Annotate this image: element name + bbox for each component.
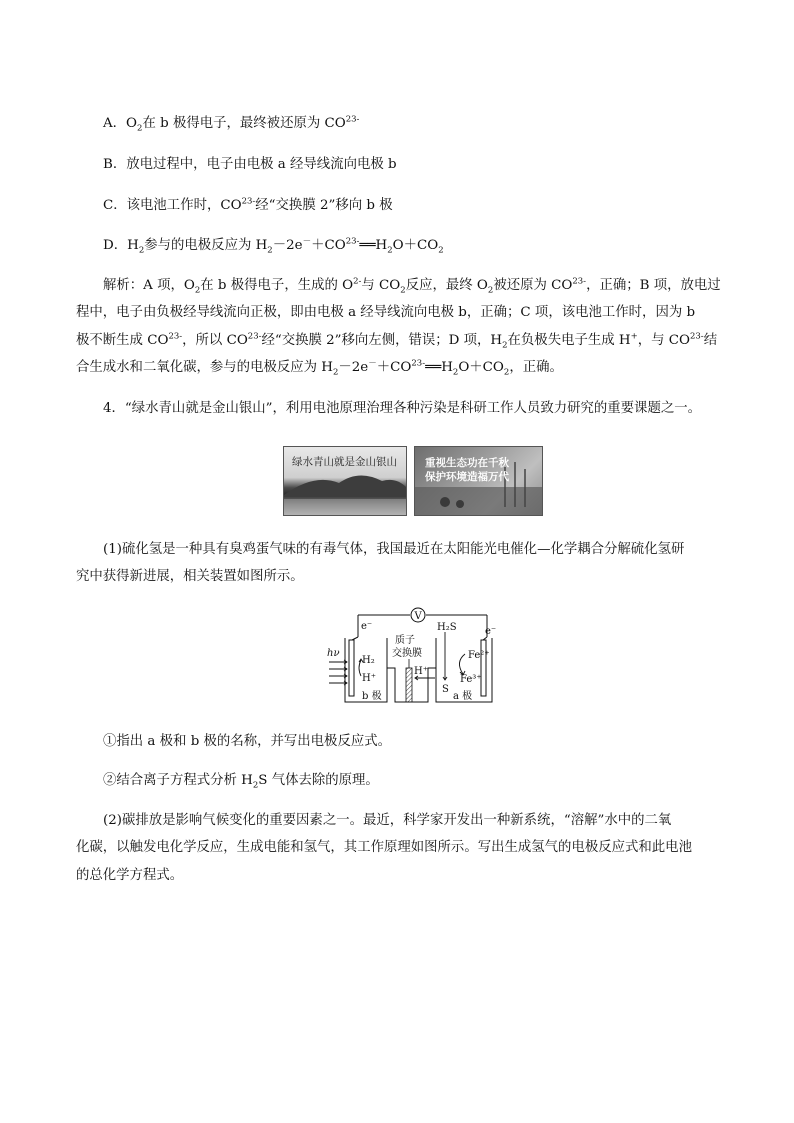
subscript: 2 [267, 245, 273, 256]
option-c-text: C．该电池工作时，CO [103, 198, 242, 213]
subscript: 2 [138, 245, 145, 256]
subscript: 2 [502, 340, 508, 351]
analysis-paragraph [76, 272, 721, 381]
text: 极不断生成 CO [76, 332, 169, 348]
text: ②结合离子方程式分析 H [103, 773, 253, 788]
subscript: 2 [438, 245, 444, 256]
option-d-text: D．H [103, 238, 139, 253]
banner-image-green-mountains [283, 446, 407, 516]
subscript: 2 [332, 367, 339, 378]
option-d-text: ＋CO [311, 238, 346, 253]
option-c [103, 197, 393, 215]
a-electrode [481, 640, 486, 696]
membrane-label-2: 交换膜 [392, 648, 422, 659]
superscript: 23- [241, 196, 256, 207]
superscript: 23- [572, 276, 587, 287]
light-label: hν [327, 648, 340, 659]
subscript: 2 [400, 285, 406, 296]
text: 反应，最终 O [405, 278, 488, 293]
option-a-text: 在 b 极得电子，最终被还原为 CO [142, 116, 346, 131]
option-d-text: －2e [272, 238, 303, 253]
hplus-mid-label: H⁺ [414, 666, 428, 677]
text: 被还原为 CO [493, 278, 573, 293]
option-d [103, 237, 444, 255]
text: －2e [338, 359, 369, 375]
electron-label-left: e⁻ [361, 621, 373, 632]
subscript: 2 [387, 245, 393, 256]
option-b: B．放电过程中，电子由电极 a 经导线流向电极 b [103, 157, 397, 172]
analysis-line-4 [76, 354, 703, 381]
electron-label-right: e⁻ [485, 626, 497, 637]
banner2-line2: 保护环境造福万代 [425, 471, 509, 483]
light-arrows [329, 660, 347, 685]
text: ＋CO [376, 359, 412, 375]
text: O＋CO [458, 359, 504, 375]
subq-2 [103, 772, 379, 790]
subscript: 2 [487, 285, 494, 296]
part2-line-1: (2)碳排放是影响气候变化的重要因素之一。最近，科学家开发出一种新系统，“溶解”水中的二氧 [103, 813, 672, 828]
text: 合生成水和二氧化碳，参与的电极反应为 H [76, 359, 333, 375]
part1-paragraph [76, 536, 723, 591]
q4-stem: 4．“绿水青山就是金山银山”，利用电池原理治理各种污染是科研工作人员致力研究的重要课题之一。 [103, 401, 702, 416]
hplus-left-label: H⁺ [362, 673, 376, 684]
superscript: 23- [411, 358, 426, 369]
proton-exchange-membrane [406, 668, 412, 702]
sulfur-label: S [442, 684, 449, 695]
h2-label: H₂ [362, 655, 375, 666]
text: S 气体去除的原理。 [258, 773, 379, 788]
option-c-text: 经“交换膜 2”移向 b 极 [255, 198, 393, 213]
option-d-text: O＋CO [392, 238, 439, 253]
text: 解析：A 项，O [103, 278, 195, 293]
option-d-text: ══H [359, 238, 388, 253]
text: 经“交换膜 2”移向左侧，错误；D 项，H [261, 332, 503, 348]
superscript: 2- [353, 276, 362, 287]
membrane-label-1: 质子 [395, 635, 415, 646]
analysis-line-1 [103, 272, 721, 299]
option-d-text: 参与的电极反应为 H [144, 238, 268, 253]
part1-line-1: (1)硫化氢是一种具有臭鸡蛋气味的有毒气体，我国最近在太阳能光电催化—化学耦合分解硫化氢研 [103, 542, 685, 557]
superscript: 23- [689, 331, 704, 342]
part2-line-2: 化碳，以触发电化学反应，生成电能和氢气，其工作原理如图所示。写出生成氢气的电极反应式和此电池 [76, 840, 692, 856]
subscript: 2 [194, 285, 201, 296]
h2s-label: H₂S [437, 622, 457, 633]
part1-line-2: 究中获得新进展，相关装置如图所示。 [76, 569, 304, 585]
option-a [103, 115, 359, 133]
b-electrode [349, 640, 354, 696]
text: 结 [703, 332, 718, 348]
part2-line-3: 的总化学方程式。 [76, 867, 184, 883]
fe2-label: Fe²⁺ [468, 650, 490, 661]
curved-arrow-left [359, 660, 361, 676]
text: 与 CO [361, 278, 401, 293]
voltmeter-label: V [414, 611, 422, 622]
text: ，正确；B 项，放电过 [586, 278, 721, 293]
text: ，与 CO [637, 332, 690, 348]
banner1-title: 绿水青山就是金山银山 [292, 456, 397, 468]
subq-1: ①指出 a 极和 b 极的名称，并写出电极反应式。 [103, 734, 392, 749]
electrolysis-diagram [325, 602, 497, 706]
text: 在 b 极得电子，生成的 O [200, 278, 354, 293]
superscript: + [630, 331, 638, 342]
fe3-label: Fe³⁺ [460, 674, 482, 685]
subscript: 2 [503, 367, 510, 378]
text: 在负极失电子生成 H [507, 332, 631, 348]
banner2-line1: 重视生态功在千秋 [425, 457, 509, 469]
text: ══H [425, 359, 453, 375]
superscript: － [302, 236, 312, 247]
option-a-text: A．O [103, 116, 138, 131]
b-electrode-label: b 极 [362, 691, 382, 702]
superscript: 23- [345, 114, 360, 125]
superscript: － [368, 358, 377, 369]
text: ，正确。 [509, 359, 563, 375]
banner-image-ecology [414, 446, 543, 516]
text: ，所以 CO [182, 332, 248, 348]
curved-arrow-right [459, 654, 465, 674]
analysis-line-2: 程中，电子由负极经导线流向正极，即由电极 a 经导线流向电极 b，正确；C 项，该电池工作时，因为 b [76, 305, 696, 321]
analysis-line-3 [76, 327, 718, 354]
superscript: 23- [247, 331, 262, 342]
banner2-text [425, 456, 509, 484]
subscript: 2 [252, 780, 259, 791]
superscript: 23- [345, 236, 360, 247]
superscript: 23- [168, 331, 183, 342]
a-electrode-label: a 极 [453, 691, 473, 702]
subscript: 2 [137, 123, 143, 134]
subscript: 2 [452, 367, 459, 378]
part2-paragraph [76, 807, 723, 889]
